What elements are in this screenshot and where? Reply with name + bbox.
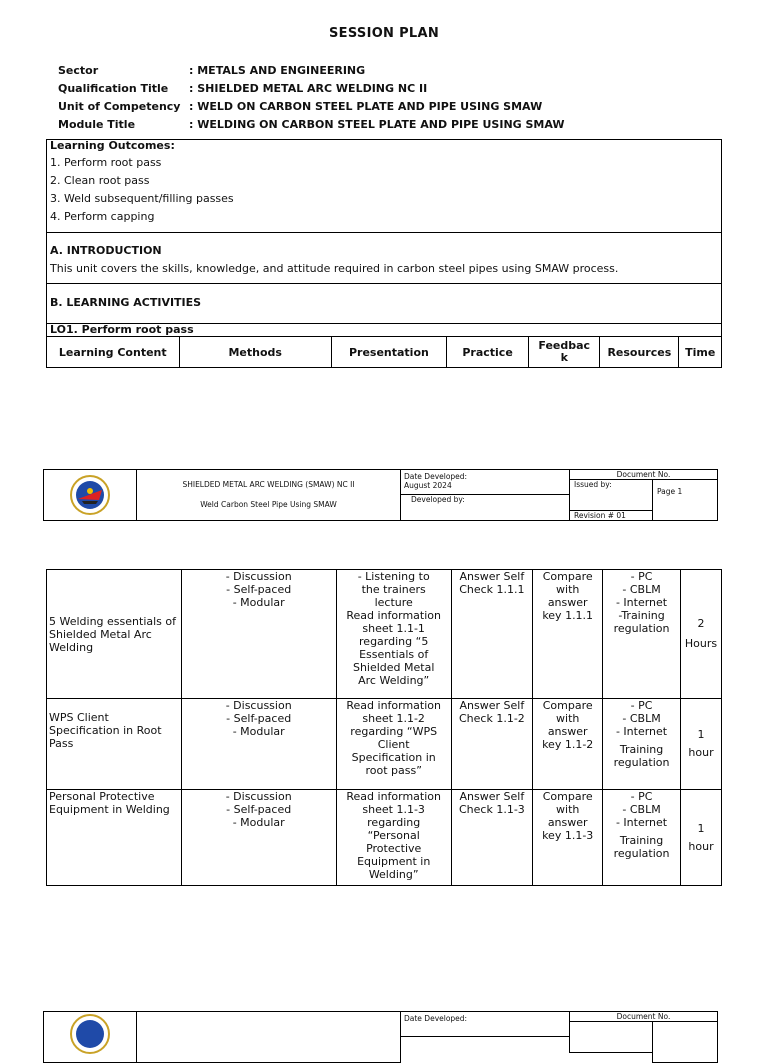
activities-header-table (46, 336, 722, 368)
resource-line: - PC (630, 790, 653, 803)
presentation-line: Welding” (368, 868, 419, 881)
presentation-line: sheet 1.1-3 (362, 803, 425, 816)
presentation-line: lecture (374, 596, 413, 609)
header-time: Time (679, 337, 722, 368)
footer-page-cell (652, 479, 718, 521)
meta-block (58, 64, 565, 136)
meta-label: Sector (58, 64, 99, 77)
row-content: WPS Client Specification in Root Pass (47, 699, 182, 790)
presentation-line: sheet 1.1-2 (362, 712, 425, 725)
page-footer-2 (43, 1011, 718, 1063)
resource-line: - CBLM (622, 583, 661, 596)
row-presentation (336, 699, 451, 790)
feedback-line: key 1.1-3 (542, 829, 594, 842)
row-time (680, 570, 721, 699)
learning-outcome-item: 1. Perform root pass (50, 156, 162, 169)
footer-page-cell (652, 1021, 718, 1063)
learning-activities-heading: B. LEARNING ACTIVITIES (50, 296, 202, 309)
header-presentation: Presentation (331, 337, 446, 368)
meta-value: : WELD ON CARBON STEEL PLATE AND PIPE USING SMAW (189, 100, 543, 113)
feedback-line: answer (547, 725, 588, 738)
resource-line: - Internet (615, 725, 668, 738)
learning-activities-section (46, 283, 722, 324)
table-row (47, 790, 722, 886)
lo1-heading: LO1. Perform root pass (50, 323, 194, 336)
footer-program-cell (136, 469, 401, 521)
resource-line: - Internet (615, 816, 668, 829)
row-content: 5 Welding essentials of Shielded Metal Arc Welding (47, 570, 182, 699)
footer-issued-by: Issued by: (574, 480, 612, 489)
introduction-section (46, 232, 722, 284)
row-methods (181, 790, 336, 886)
time-unit: hour (688, 746, 714, 759)
footer-logo-cell (43, 469, 137, 521)
footer-doc-no: Document No. (616, 470, 671, 479)
resource-line: Training (619, 834, 664, 847)
practice-line: Answer Self (459, 699, 525, 712)
presentation-line: Protective (366, 842, 422, 855)
learning-outcome-item: 4. Perform capping (50, 210, 155, 223)
meta-row-unit (58, 100, 565, 118)
practice-line: Answer Self (459, 790, 525, 803)
time-value: 2 (697, 617, 705, 630)
resource-line: - CBLM (622, 803, 661, 816)
meta-row-module (58, 118, 565, 136)
presentation-line: regarding “WPS (350, 725, 438, 738)
method-item: - Modular (232, 596, 285, 609)
meta-value: : METALS AND ENGINEERING (189, 64, 366, 77)
footer-issued-cell (569, 1021, 653, 1053)
row-feedback (533, 699, 603, 790)
learning-outcome-item: 3. Weld subsequent/filling passes (50, 192, 234, 205)
row-practice (451, 699, 533, 790)
resource-line: - PC (630, 699, 653, 712)
method-item: - Discussion (225, 790, 292, 803)
feedback-line: key 1.1-2 (542, 738, 594, 751)
feedback-line: Compare (542, 790, 593, 803)
header-resources: Resources (600, 337, 679, 368)
footer-date-cell (400, 1011, 570, 1037)
meta-value: : WELDING ON CARBON STEEL PLATE AND PIPE USING SMAW (189, 118, 565, 131)
row-feedback (533, 570, 603, 699)
feedback-line: with (556, 583, 580, 596)
org-logo-icon (68, 473, 112, 517)
footer-developed-cell (400, 494, 570, 521)
row-presentation (336, 790, 451, 886)
presentation-line: Arc Welding” (358, 674, 430, 687)
presentation-line: Specification in (351, 751, 436, 764)
time-value: 1 (697, 821, 705, 835)
footer-date-label: Date Developed: (404, 1014, 468, 1023)
feedback-line: Compare (542, 570, 593, 583)
meta-label: Unit of Competency (58, 100, 181, 113)
footer-developed-by: Developed by: (411, 495, 465, 504)
meta-label: Module Title (58, 118, 136, 131)
resource-line: regulation (613, 622, 670, 635)
feedback-line: answer (547, 816, 588, 829)
header-feedback: Feedbac k (529, 337, 600, 368)
resource-line: - CBLM (622, 712, 661, 725)
footer-program-cell (136, 1011, 401, 1063)
row-content: Personal Protective Equipment in Welding (47, 790, 182, 886)
presentation-line: Read information (346, 790, 441, 803)
resource-line: Training (619, 743, 664, 756)
practice-line: Check 1.1.1 (459, 583, 525, 596)
footer-date-label: Date Developed: (404, 472, 468, 481)
resource-line: regulation (613, 756, 670, 769)
activities-table (46, 569, 722, 886)
lo1-section (46, 323, 722, 337)
feedback-line: with (556, 712, 580, 725)
feedback-line: with (556, 803, 580, 816)
time-unit: Hours (684, 637, 718, 650)
practice-line: Check 1.1-3 (458, 803, 525, 816)
practice-line: Check 1.1-2 (458, 712, 525, 725)
presentation-line: Client (377, 738, 410, 751)
meta-row-qualification (58, 82, 565, 100)
practice-line: Answer Self (459, 570, 525, 583)
feedback-line: answer (547, 596, 588, 609)
header-learning-content: Learning Content (47, 337, 180, 368)
row-practice (451, 570, 533, 699)
presentation-line: the trainers (361, 583, 426, 596)
table-row (47, 570, 722, 699)
meta-value: : SHIELDED METAL ARC WELDING NC II (189, 82, 428, 95)
time-value: 1 (697, 728, 705, 741)
row-methods (181, 570, 336, 699)
presentation-line: regarding (367, 816, 421, 829)
method-item: - Self-paced (226, 803, 292, 816)
page-title: SESSION PLAN (328, 26, 440, 41)
row-resources (603, 790, 681, 886)
row-feedback (533, 790, 603, 886)
footer-date-cell (400, 469, 570, 495)
meta-label: Qualification Title (58, 82, 169, 95)
method-item: - Self-paced (226, 712, 292, 725)
footer-date-value: August 2024 (404, 481, 452, 490)
presentation-line: Equipment in (357, 855, 431, 868)
introduction-heading: A. INTRODUCTION (50, 244, 162, 257)
row-presentation (336, 570, 451, 699)
presentation-line: regarding “5 (359, 635, 429, 648)
header-methods: Methods (179, 337, 331, 368)
feedback-line: key 1.1.1 (542, 609, 594, 622)
introduction-text: This unit covers the skills, knowledge, and attitude required in carbon steel pipes using SMAW process. (50, 262, 619, 275)
footer-page: Page 1 (657, 487, 683, 496)
resource-line: - Internet (615, 596, 668, 609)
footer-doc-no: Document No. (616, 1012, 671, 1021)
row-practice (451, 790, 533, 886)
time-unit: hour (688, 839, 714, 853)
presentation-line: root pass” (365, 764, 422, 777)
footer-issued-cell (569, 479, 653, 511)
presentation-line: “Personal (367, 829, 420, 842)
footer-subject: Weld Carbon Steel Pipe Using SMAW (200, 500, 337, 509)
footer-logo-cell (43, 1011, 137, 1063)
feedback-line: Compare (542, 699, 593, 712)
row-methods (181, 699, 336, 790)
footer-revision: Revision # 01 (574, 511, 626, 520)
presentation-line: Read information (346, 699, 441, 712)
org-logo-icon (68, 1012, 112, 1056)
method-item: - Self-paced (226, 583, 292, 596)
resource-line: - PC (630, 570, 653, 583)
method-item: - Modular (232, 816, 285, 829)
row-resources (603, 699, 681, 790)
meta-row-sector (58, 64, 565, 82)
presentation-line: Essentials of (359, 648, 429, 661)
presentation-line: sheet 1.1-1 (362, 622, 425, 635)
resource-line: -Training (618, 609, 665, 622)
header-practice: Practice (446, 337, 528, 368)
row-time (680, 790, 721, 886)
method-item: - Discussion (225, 570, 292, 583)
learning-outcomes-heading: Learning Outcomes: (50, 139, 175, 152)
resource-line: regulation (613, 847, 670, 860)
presentation-line: Shielded Metal (352, 661, 435, 674)
page-footer (43, 469, 718, 521)
row-resources (603, 570, 681, 699)
learning-outcomes-section (46, 139, 722, 233)
presentation-line: Read information (346, 609, 441, 622)
row-time (680, 699, 721, 790)
footer-revision-cell (569, 510, 653, 521)
table-row (47, 699, 722, 790)
learning-outcome-item: 2. Clean root pass (50, 174, 150, 187)
method-item: - Modular (232, 725, 285, 738)
footer-program: SHIELDED METAL ARC WELDING (SMAW) NC II (182, 480, 355, 489)
method-item: - Discussion (225, 699, 292, 712)
presentation-line: - Listening to (357, 570, 430, 583)
